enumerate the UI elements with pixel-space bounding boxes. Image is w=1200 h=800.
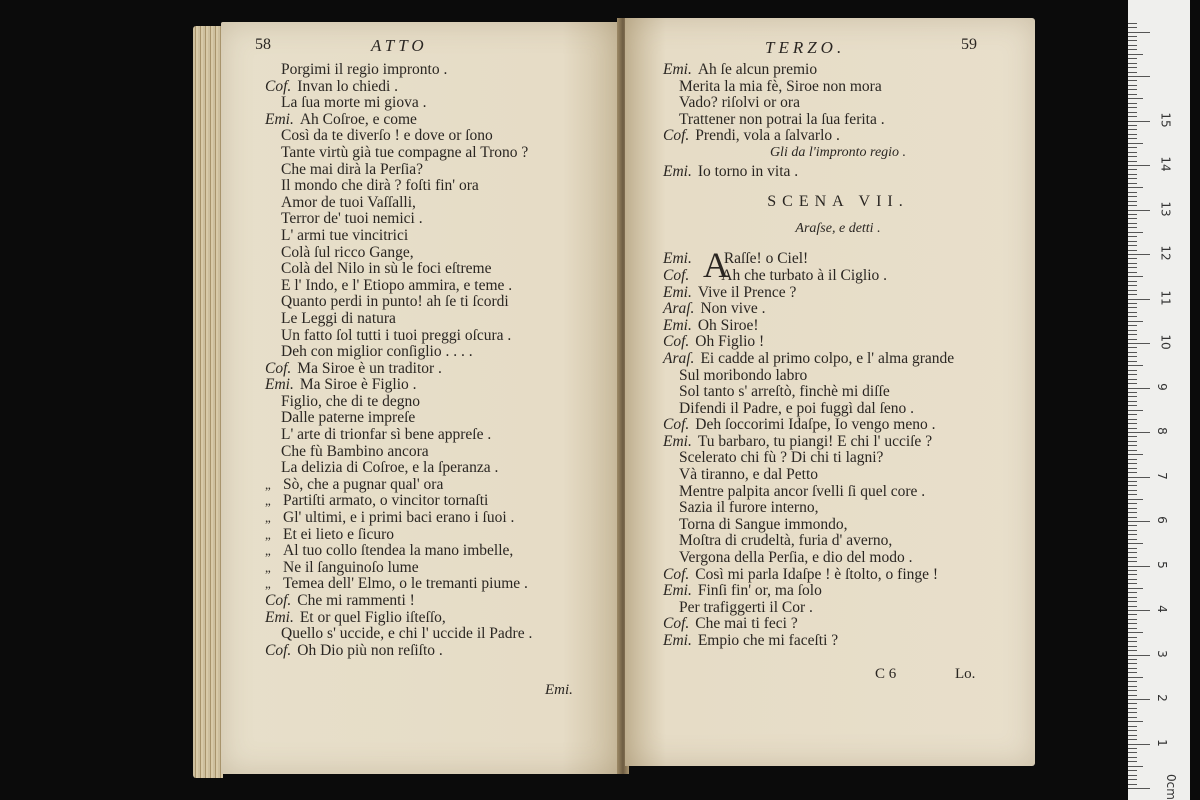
text-line <box>663 164 1013 181</box>
text-line <box>265 328 532 345</box>
line-text: Oh Dio più non reſiſto . <box>297 641 443 659</box>
line-text: Le Leggi di natura <box>281 309 396 327</box>
text-line <box>265 610 532 627</box>
line-text: Ma Siroe è Figlio . <box>299 376 417 394</box>
text-line <box>265 477 532 494</box>
text-line <box>663 351 1013 368</box>
line-text: Tu barbaro, tu piangi! E chi l' ucciſe ? <box>697 432 933 450</box>
text-line <box>265 95 532 112</box>
text-line <box>265 626 532 643</box>
line-text: Moſtra di crudeltà, furia d' averno, <box>679 532 893 550</box>
text-line <box>265 427 532 444</box>
text-line <box>265 278 532 295</box>
text-line <box>663 450 1013 467</box>
line-text: Deh con miglior conſiglio . . . . <box>281 343 473 361</box>
speaker: Emi. <box>663 283 692 301</box>
speaker: Cof. <box>265 641 292 659</box>
speaker: Cof. <box>663 565 690 583</box>
quotation-mark: „ <box>265 476 271 492</box>
text-line <box>265 444 532 461</box>
left-page-number: 58 <box>255 36 271 53</box>
ruler-label: 13 <box>1158 200 1173 217</box>
line-text: Ah che turbato à il Ciglio . <box>721 266 888 284</box>
line-text: La delizia di Coſroe, e la ſperanza . <box>281 459 499 477</box>
line-text: Sul moribondo labro <box>679 366 808 384</box>
text-line <box>663 334 1013 351</box>
line-text: Finſi fin' or, ma ſolo <box>697 582 822 600</box>
text-line <box>265 527 532 544</box>
quotation-mark: „ <box>265 493 271 509</box>
speaker: Emi. <box>663 432 692 450</box>
line-text: Gl' ultimi, e i primi baci erano i ſuoi . <box>283 509 515 527</box>
speaker: Emi. <box>265 110 294 128</box>
text-line <box>663 567 1013 584</box>
quotation-mark: „ <box>265 543 271 559</box>
line-text: Al tuo collo ſtendea la mano imbelle, <box>283 542 514 560</box>
line-text: Porgimi il regio impronto . <box>281 61 448 78</box>
text-line <box>265 394 532 411</box>
signature-mark: C 6 <box>875 666 897 682</box>
ruler-label: 0cm <box>1163 774 1178 800</box>
line-text: Torna di Sangue immondo, <box>679 515 848 533</box>
speaker: Cof. <box>265 77 292 95</box>
line-text: Non vive . <box>700 300 766 318</box>
quotation-mark: „ <box>265 559 271 575</box>
line-text: Prendi, vola a ſalvarlo . <box>695 127 840 145</box>
text-line <box>265 112 532 129</box>
line-text: Raſſe! o Ciel! <box>723 250 809 268</box>
text-line <box>265 543 532 560</box>
line-text: Quello s' uccide, e chi l' uccide il Padre . <box>281 625 533 643</box>
right-page-number: 59 <box>961 36 977 53</box>
line-text: Che mi rammenti ! <box>297 592 415 609</box>
text-line <box>663 112 1013 129</box>
line-text: Così mi parla Idaſpe ! è ſtolto, o finge ! <box>695 565 939 583</box>
text-line <box>663 79 1013 96</box>
line-text: Ah ſe alcun premio <box>697 61 818 78</box>
ruler-label: 5 <box>1154 560 1169 569</box>
text-line <box>265 560 532 577</box>
ruler-label: 6 <box>1154 516 1169 524</box>
text-line <box>265 211 532 228</box>
text-line <box>265 195 532 212</box>
speaker: Emi. <box>265 376 294 394</box>
text-line <box>663 301 1013 318</box>
ruler-label: 11 <box>1158 289 1173 306</box>
left-page <box>221 22 623 774</box>
text-line <box>663 484 1013 501</box>
speaker: Cof. <box>265 592 292 609</box>
text-line <box>663 616 1013 633</box>
text-line <box>265 178 532 195</box>
speaker: Emi. <box>663 250 692 268</box>
line-text: Scelerato chi fù ? Di chi ti lagni? <box>679 449 884 467</box>
text-line <box>265 311 532 328</box>
text-line <box>663 384 1013 401</box>
text-line <box>663 401 1013 418</box>
text-line <box>265 79 532 96</box>
speaker: Emi. <box>663 162 692 180</box>
text-line <box>265 576 532 593</box>
ruler-label: 4 <box>1154 605 1169 613</box>
text-line <box>265 510 532 527</box>
text-line <box>265 62 532 79</box>
text-line <box>265 228 532 245</box>
line-text: Vive il Prence ? <box>697 283 797 301</box>
line-text: Invan lo chiedi . <box>297 77 399 95</box>
speaker: Emi. <box>663 61 692 78</box>
scene-characters: Araſse, e detti . <box>795 220 881 236</box>
text-line <box>265 344 532 361</box>
text-line <box>663 600 1013 617</box>
line-text: Io torno in vita . <box>697 162 799 180</box>
ruler-label: 1 <box>1154 738 1169 747</box>
line-text: Il mondo che dirà ? foſti fin' ora <box>281 177 479 195</box>
ruler-label: 2 <box>1154 694 1169 702</box>
speaker: Emi. <box>663 316 692 334</box>
speaker: Emi. <box>265 608 294 626</box>
text-line <box>663 318 1013 335</box>
line-text: Oh Figlio ! <box>695 333 765 351</box>
line-text: Et ei lieto e ſicuro <box>283 525 395 543</box>
line-text: Ne il ſanguinoſo lume <box>283 558 419 576</box>
text-line <box>663 434 1013 451</box>
line-text: L' arte di trionfar sì bene appreſe . <box>281 426 492 444</box>
text-line <box>663 500 1013 517</box>
speaker: Araſ. <box>663 300 695 318</box>
text-line <box>265 493 532 510</box>
speaker: Araſ. <box>663 349 695 367</box>
line-text: Vergona della Perſia, e dio del modo . <box>679 549 913 567</box>
line-text: Sazia il furore interno, <box>679 499 819 517</box>
line-text: Deh ſoccorimi Idaſpe, Io vengo meno . <box>695 416 936 434</box>
text-line <box>663 633 1013 650</box>
line-text: Merita la mia fè, Siroe non mora <box>679 77 882 95</box>
text-line <box>663 95 1013 112</box>
right-catchword: Lo. <box>955 666 976 682</box>
line-text: Trattener non potrai la ſua ferita . <box>679 110 885 128</box>
line-text: Empio che mi faceſti ? <box>697 632 839 649</box>
quotation-mark: „ <box>265 576 271 592</box>
right-text-block <box>663 62 1013 650</box>
ruler-label: 7 <box>1154 471 1169 480</box>
line-text: Che mai dirà la Perſia? <box>281 160 424 178</box>
line-text: Partiſti armato, o vincitor tornaſti <box>283 492 489 510</box>
line-text: Dalle paterne impreſe <box>281 409 416 427</box>
speaker: Cof. <box>663 333 690 351</box>
quotation-mark: „ <box>265 510 271 526</box>
right-page <box>625 18 1035 766</box>
ruler-label: 12 <box>1158 245 1173 261</box>
line-text: Và tiranno, e dal Petto <box>679 466 819 484</box>
speaker: Cof. <box>663 416 690 434</box>
line-text: L' armi tue vincitrici <box>281 226 409 244</box>
text-line <box>265 128 532 145</box>
text-line <box>663 368 1013 385</box>
right-running-head: TERZO. <box>765 38 846 57</box>
text-line <box>265 162 532 179</box>
line-text: E l' Indo, e l' Etiopo ammira, e teme . <box>281 276 513 294</box>
speaker: Cof. <box>663 127 690 145</box>
line-text: Quanto perdi in punto! ah ſe ti ſcordi <box>281 293 509 311</box>
line-text: Sol tanto s' arreſtò, finchè mi diſſe <box>679 383 890 401</box>
text-line <box>265 410 532 427</box>
open-book <box>193 18 1035 778</box>
line-text: Che mai ti feci ? <box>695 615 798 633</box>
line-text: Tante virtù già tue compagne al Trono ? <box>281 143 529 161</box>
page-edges <box>193 26 223 778</box>
text-line <box>663 285 1013 302</box>
line-text: Temea dell' Elmo, o le tremanti piume . <box>283 575 528 593</box>
text-line <box>265 460 532 477</box>
text-line <box>265 361 532 378</box>
line-text: Mentre palpita ancor ſvelli ſi quel core . <box>679 482 926 500</box>
text-line <box>663 128 1013 145</box>
left-text-block <box>265 62 532 659</box>
drop-cap: A <box>703 245 729 286</box>
left-running-head: ATTO <box>371 36 428 55</box>
speaker: Cof. <box>265 359 292 377</box>
line-text: Oh Siroe! <box>697 316 759 334</box>
line-text: Et or quel Figlio iſteſſo, <box>299 608 446 626</box>
line-text: Che fù Bambino ancora <box>281 442 429 460</box>
line-text: Figlio, che di te degno <box>281 392 421 410</box>
text-line <box>663 517 1013 534</box>
text-line <box>663 550 1013 567</box>
line-text: Terror de' tuoi nemici . <box>281 210 423 228</box>
line-text: Difendi il Padre, e poi fuggì dal ſeno . <box>679 399 915 417</box>
text-line <box>663 533 1013 550</box>
text-line <box>663 62 1013 79</box>
measuring-ruler <box>1128 0 1190 800</box>
speaker: Cof. <box>663 266 690 284</box>
text-line <box>265 261 532 278</box>
left-catchword: Emi. <box>545 682 573 698</box>
line-text: La ſua morte mi giova . <box>281 94 427 112</box>
line-text: Ah Coſroe, e come <box>299 110 417 128</box>
ruler-label: 14 <box>1158 156 1173 172</box>
line-text: Colà del Nilo in sù le foci eſtreme <box>281 260 492 278</box>
speaker: Cof. <box>663 615 690 633</box>
text-line <box>663 583 1013 600</box>
line-text: Vado? riſolvi or ora <box>679 94 800 112</box>
line-text: Amor de tuoi Vaſſalli, <box>281 193 416 211</box>
text-line <box>663 417 1013 434</box>
text-line <box>265 245 532 262</box>
speaker: Emi. <box>663 632 692 649</box>
ruler-label: 3 <box>1154 649 1169 658</box>
text-line <box>265 643 532 660</box>
text-line <box>663 467 1013 484</box>
line-text: Ma Siroe è un traditor . <box>297 359 442 377</box>
line-text: Per trafiggerti il Cor . <box>679 598 813 616</box>
text-line <box>265 294 532 311</box>
stage-direction: Gli da l'impronto regio . <box>769 144 907 160</box>
line-text: Un fatto ſol tutti i tuoi preggi oſcura . <box>281 326 512 344</box>
text-line <box>265 377 532 394</box>
line-text: Colà ſul ricco Gange, <box>281 243 414 261</box>
ruler-label: 9 <box>1154 382 1169 391</box>
speaker: Emi. <box>663 582 692 600</box>
line-text: Così da te diverſo ! e dove or ſono <box>281 127 493 145</box>
ruler-label: 8 <box>1154 427 1169 435</box>
scene-title: SCENA VII. <box>767 193 909 211</box>
line-text: Ei cadde al primo colpo, e l' alma grande <box>700 349 955 367</box>
text-line <box>265 145 532 162</box>
quotation-mark: „ <box>265 526 271 542</box>
line-text: Sò, che a pugnar qual' ora <box>283 475 444 493</box>
ruler-label: 15 <box>1158 111 1173 128</box>
ruler-label: 10 <box>1158 334 1173 350</box>
text-line <box>265 593 532 610</box>
